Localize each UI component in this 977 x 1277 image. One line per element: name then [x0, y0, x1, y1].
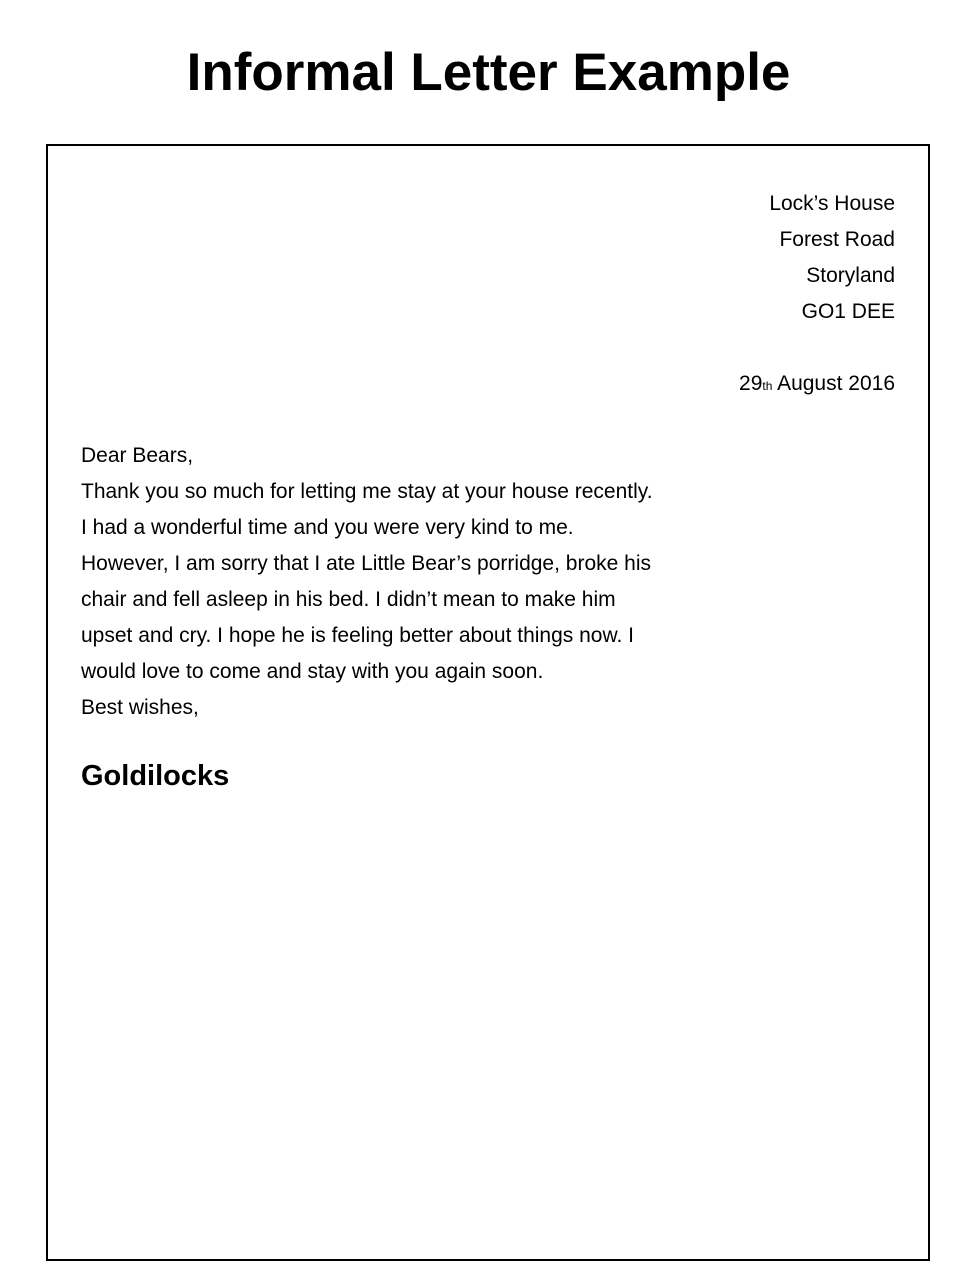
body-line: would love to come and stay with you again soon. — [81, 660, 544, 683]
address-line-postcode: GO1 DEE — [801, 300, 895, 323]
date-suffix: th — [762, 379, 773, 393]
signature: Goldilocks — [81, 760, 230, 792]
body-line: chair and fell asleep in his bed. I didn’t mean to make him — [81, 588, 616, 611]
body-line: upset and cry. I hope he is feeling better about things now. I — [81, 624, 634, 647]
address-line-house: Lock’s House — [769, 192, 895, 215]
address-line-town: Storyland — [806, 264, 895, 287]
address-line-street: Forest Road — [779, 228, 895, 251]
sender-address — [769, 186, 895, 330]
page-title: Informal Letter Example — [186, 43, 791, 102]
date-day: 29 — [739, 372, 763, 395]
date-month-year: August 2016 — [772, 372, 895, 395]
body-line: Thank you so much for letting me stay at your house recently. — [81, 480, 653, 503]
letter-date — [739, 366, 895, 404]
letter-body — [81, 438, 653, 726]
body-line: I had a wonderful time and you were very kind to me. — [81, 516, 574, 539]
closing: Best wishes, — [81, 696, 199, 719]
letter-frame — [46, 144, 930, 1261]
salutation: Dear Bears, — [81, 444, 194, 467]
body-line: However, I am sorry that I ate Little Bear’s porridge, broke his — [81, 552, 651, 575]
